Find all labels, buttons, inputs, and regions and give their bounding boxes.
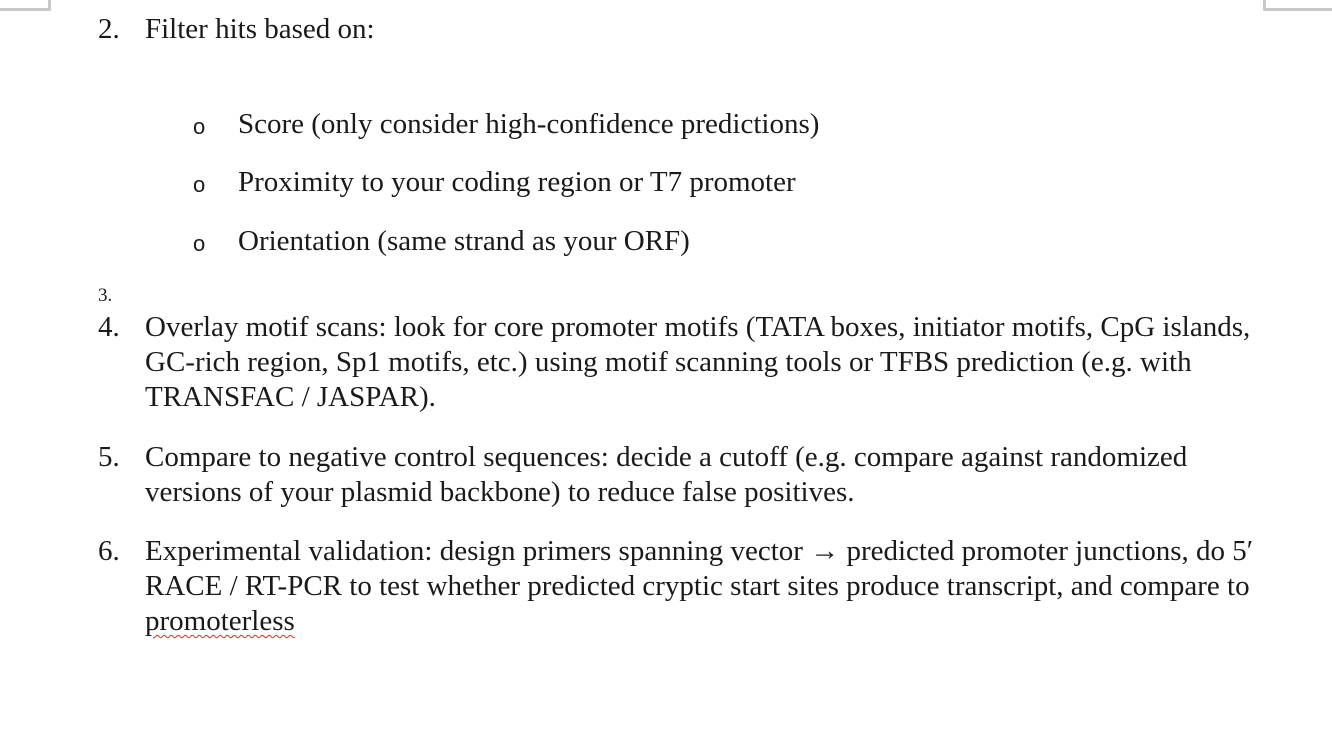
list-item-5 — [98, 440, 1278, 510]
page-crop-mark-left — [0, 0, 51, 11]
bullet-marker: o — [193, 114, 206, 139]
list-item-2 — [98, 12, 1278, 47]
list-item-text: Filter hits based on: — [145, 13, 375, 45]
list-item-6 — [98, 534, 1278, 639]
list-item-text: Compare to negative control sequences: decide a cutoff (e.g. compare against randomized versions of your plasmid backbone) to reduce false positives. — [145, 441, 1188, 508]
spellcheck-flagged-word[interactable]: promoterless — [145, 605, 295, 637]
sub-bullet-text: Proximity to your coding region or T7 promoter — [238, 166, 796, 198]
list-number: 5. — [98, 441, 120, 473]
sub-bullet-text: Score (only consider high-confidence predictions) — [238, 108, 820, 140]
list-item-text: Overlay motif scans: look for core promoter motifs (TATA boxes, initiator motifs, CpG islands, GC-rich region, Sp1 motifs, etc.) using motif scanning tools or TFBS prediction (e.g. with TRANSFAC / JASPAR). — [145, 311, 1251, 413]
bullet-marker: o — [193, 231, 206, 256]
list-number: 4. — [98, 311, 120, 343]
list-item-text-body: Experimental validation: design primers spanning vector → predicted promoter junctions, do 5′ RACE / RT-PCR to test whether predicted cryptic start sites produce transcript, and compare to — [145, 535, 1254, 602]
list-item-text — [145, 534, 1278, 639]
list-number: 2. — [98, 13, 120, 45]
sub-bullet-text: Orientation (same strand as your ORF) — [238, 225, 690, 257]
list-number-3-empty: 3. — [98, 285, 113, 306]
page-crop-mark-right — [1263, 0, 1332, 11]
bullet-marker: o — [193, 172, 206, 197]
list-number: 6. — [98, 535, 120, 567]
list-item-4 — [98, 310, 1278, 415]
